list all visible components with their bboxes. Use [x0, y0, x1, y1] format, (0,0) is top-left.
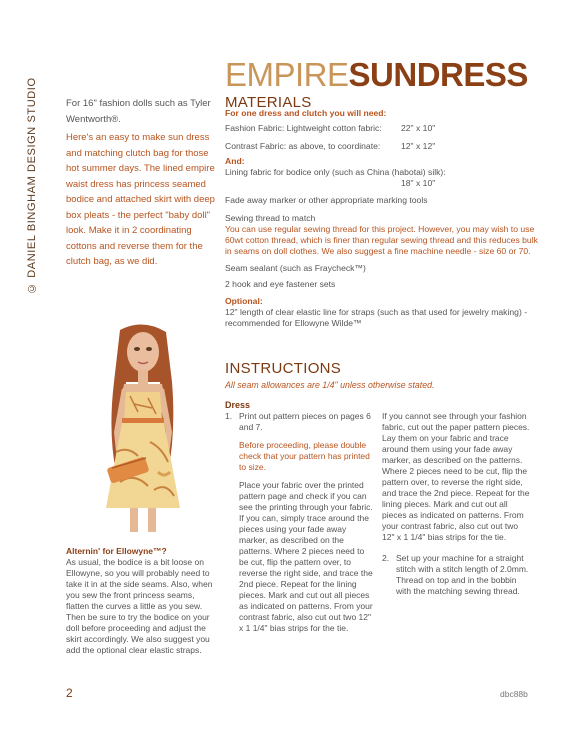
copyright-credit: © DANIEL BINGHAM DESIGN STUDIO [26, 77, 38, 294]
lining-size: 18" x 10" [401, 178, 436, 189]
thread-item: Sewing thread to match [225, 212, 316, 223]
step-1 [225, 411, 375, 433]
contrast-fabric-size: 12" x 12" [401, 140, 436, 151]
instructions-heading: INSTRUCTIONS [225, 360, 342, 377]
page-title [225, 58, 528, 92]
materials-heading: MATERIALS [225, 94, 312, 111]
lining-label: Lining fabric for bodice only (such as China (habotai) silk): [225, 167, 446, 178]
instructions-column-1 [225, 411, 375, 634]
step-2-text: Set up your machine for a straight stitch with a stitch length of 2.0mm. Thread on top and in the bobbin with the matching sewing thread. [396, 553, 529, 596]
elastic-item: 12" length of clear elastic line for straps (such as that used for jewelry making) - recommended for Ellowyne Wilde™ [225, 307, 528, 329]
step-1-paragraph: Place your fabric over the printed pattern page and check if you can see the printing through your fabric. If you can, simply trace around the pieces using your fade away marker, as described on the patterns. Where 2 pieces need to be cut, flip the pattern over, to reverse the right side, and trace the 2nd piece. Repeat for the lining pieces. Mark and cut out all pieces as indicated on patterns. From your contrast fabric, also cut out two 12" x 1 1/4" bias strips for the tie. [239, 480, 373, 633]
seam-allowance-note: All seam allowances are 1/4" unless otherwise stated. [225, 380, 435, 390]
doll-illustration [68, 322, 218, 532]
hooks-item: 2 hook and eye fastener sets [225, 278, 336, 289]
instructions-column-2 [382, 411, 532, 597]
and-label: And: [225, 155, 245, 166]
title-bold: SUNDRESS [348, 56, 528, 93]
sealant-item: Seam sealant (such as Fraycheck™) [225, 263, 366, 274]
thread-note: You can use regular sewing thread for this project. However, you may wish to use 60wt cotton thread, which is finer than regular sewing thread and this reduces bulk in seams on doll clothes. We also suggest a fine machine needle - size 60 or 70. [225, 223, 538, 257]
optional-label: Optional: [225, 295, 263, 306]
dress-subheading: Dress [225, 400, 251, 410]
fashion-fabric-label: Fashion Fabric: Lightweight cotton fabric: [225, 123, 382, 134]
doll-photo [68, 322, 218, 532]
intro-doll-size: For 16" fashion dolls such as Tyler Wentworth®. [66, 98, 211, 125]
contrast-fabric-row [225, 141, 545, 152]
materials-sub: For one dress and clutch you will need: [225, 108, 387, 119]
page-number: 2 [66, 686, 73, 700]
fashion-fabric-size: 22" x 10" [401, 123, 436, 134]
ellowyne-heading: Alternin' for Ellowyne™? [66, 546, 167, 556]
step-1-warning: Before proceeding, please double check that your pattern has printed to size. [239, 440, 370, 472]
fashion-fabric-row [225, 123, 545, 134]
intro-description: Here's an easy to make sun dress and matching clutch bag for those hot summer days. The lined empire waist dress has princess seamed bodice and attached skirt with deep box pleats - the perfect "baby doll" look. Make it in 2 coordinating cottons and reverse them for the clutch bag, as we did. [66, 132, 215, 267]
step-1-text: Print out pattern pieces on pages 6 and 7. [239, 411, 371, 432]
ellowyne-body: As usual, the bodice is a bit loose on Ellowyne, so you will probably need to take it in at the side seams. Also, when you sew the front princess seams, flatten the curves a little as you sew. Then be sure to try the bodice on your doll before proceeding and adjust the skirt accordingly. We also suggest you add the optional clear elastic straps. [66, 557, 213, 655]
ellowyne-note [66, 546, 220, 656]
step-2 [382, 553, 532, 597]
title-thin: EMPIRE [225, 56, 349, 93]
pattern-code: dbc88b [500, 689, 528, 699]
column-2-paragraph: If you cannot see through your fashion fabric, cut out the paper pattern pieces. Lay them on your fabric and trace around them using your fade away marker, as described on the patterns. Where 2 pieces need to be cut, flip the pattern over, to reverse the right side, and trace the 2nd piece. Repeat for the lining pieces. Mark and cut out all pieces as indicated on patterns. From your contrast fabric, also cut out two 12" x 1 1/4" bias strips for the tie. [382, 411, 530, 542]
step-2-number: 2. [382, 553, 390, 563]
materials-section [225, 94, 545, 329]
step-1-number: 1. [225, 411, 233, 421]
intro-text [66, 96, 216, 273]
contrast-fabric-label: Contrast Fabric: as above, to coordinate: [225, 140, 381, 151]
marker-item: Fade away marker or other appropriate marking tools [225, 195, 428, 206]
